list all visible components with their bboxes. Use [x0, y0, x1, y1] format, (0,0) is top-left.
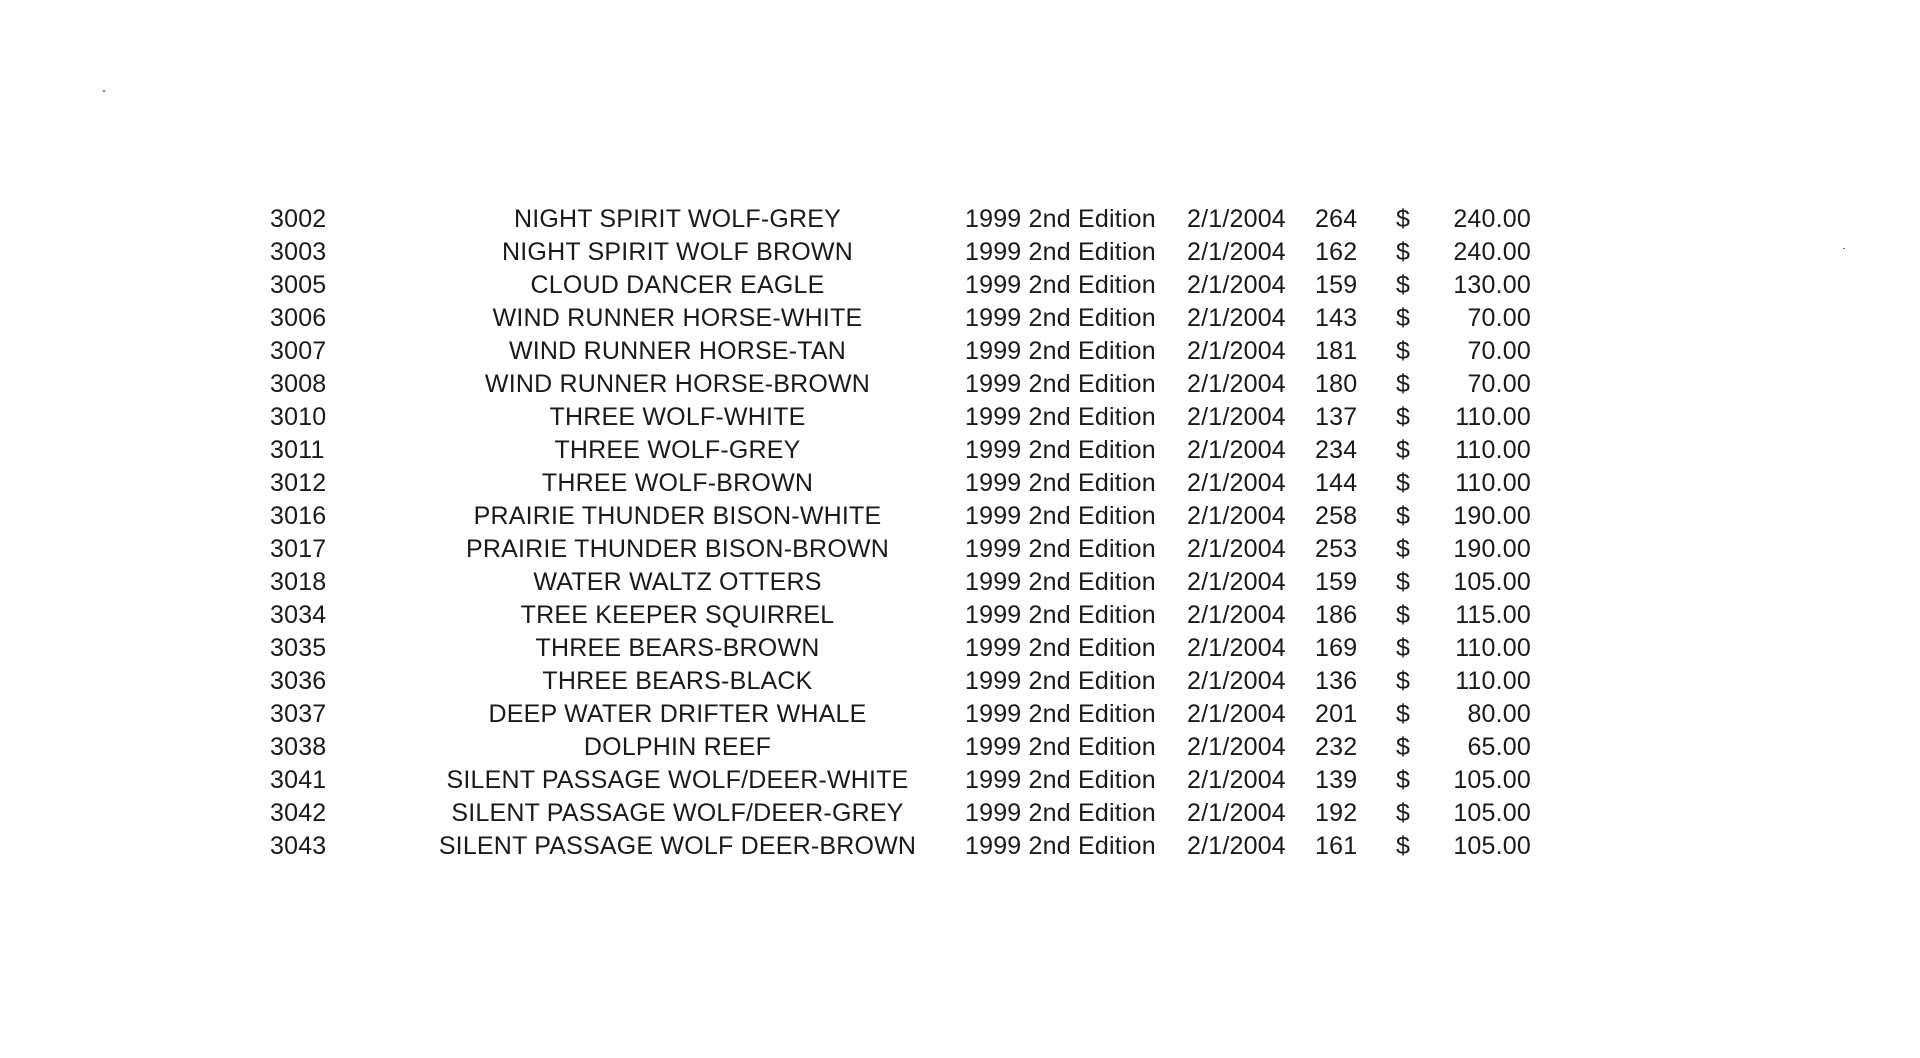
- currency-symbol-cell: $: [1395, 733, 1411, 761]
- quantity-cell: 136: [1315, 667, 1358, 695]
- edition-cell: 1999 2nd Edition: [965, 667, 1156, 695]
- table-row: [270, 830, 1531, 863]
- currency-symbol-cell: $: [1395, 502, 1411, 530]
- table-row: [270, 434, 1531, 467]
- edition-cell: 1999 2nd Edition: [965, 271, 1156, 299]
- quantity-cell: 137: [1315, 403, 1358, 431]
- table-row: [270, 632, 1531, 665]
- price-cell: 110.00: [1455, 667, 1531, 695]
- edition-cell: 1999 2nd Edition: [965, 535, 1156, 563]
- quantity-cell: 139: [1315, 766, 1358, 794]
- edition-cell: 1999 2nd Edition: [965, 634, 1156, 662]
- edition-cell: 1999 2nd Edition: [965, 700, 1156, 728]
- table-row: [270, 731, 1531, 764]
- table-row: [270, 797, 1531, 830]
- currency-symbol-cell: $: [1395, 766, 1411, 794]
- currency-symbol-cell: $: [1395, 205, 1411, 233]
- table-row: [270, 566, 1531, 599]
- table-row: [270, 764, 1531, 797]
- item-number-cell: 3041: [270, 766, 327, 794]
- item-number-cell: 3043: [270, 832, 327, 860]
- scan-speck: [1843, 248, 1845, 249]
- quantity-cell: 143: [1315, 304, 1358, 332]
- price-cell: 70.00: [1467, 370, 1531, 398]
- table-row: [270, 467, 1531, 500]
- edition-cell: 1999 2nd Edition: [965, 766, 1156, 794]
- table-row: [270, 335, 1531, 368]
- price-cell: 105.00: [1453, 832, 1531, 860]
- item-name-cell: NIGHT SPIRIT WOLF-GREY: [513, 205, 842, 233]
- date-cell: 2/1/2004: [1187, 271, 1286, 299]
- table-row: [270, 368, 1531, 401]
- edition-cell: 1999 2nd Edition: [965, 370, 1156, 398]
- date-cell: 2/1/2004: [1187, 403, 1286, 431]
- item-name-cell: WIND RUNNER HORSE-TAN: [508, 337, 847, 365]
- price-cell: 240.00: [1453, 238, 1531, 266]
- table-row: [270, 401, 1531, 434]
- item-number-cell: 3042: [270, 799, 327, 827]
- edition-cell: 1999 2nd Edition: [965, 436, 1156, 464]
- currency-symbol-cell: $: [1395, 271, 1411, 299]
- quantity-cell: 234: [1315, 436, 1358, 464]
- currency-symbol-cell: $: [1395, 304, 1411, 332]
- table-row: [270, 302, 1531, 335]
- date-cell: 2/1/2004: [1187, 205, 1286, 233]
- item-number-cell: 3008: [270, 370, 327, 398]
- price-cell: 70.00: [1467, 337, 1531, 365]
- item-number-cell: 3010: [270, 403, 327, 431]
- item-name-cell: THREE BEARS-BROWN: [535, 634, 820, 662]
- quantity-cell: 180: [1315, 370, 1358, 398]
- price-cell: 130.00: [1453, 271, 1531, 299]
- quantity-cell: 181: [1315, 337, 1358, 365]
- table-row: [270, 665, 1531, 698]
- item-name-cell: DEEP WATER DRIFTER WHALE: [488, 700, 867, 728]
- item-name-cell: CLOUD DANCER EAGLE: [530, 271, 825, 299]
- price-cell: 65.00: [1467, 733, 1531, 761]
- currency-symbol-cell: $: [1395, 568, 1411, 596]
- date-cell: 2/1/2004: [1187, 370, 1286, 398]
- currency-symbol-cell: $: [1395, 469, 1411, 497]
- price-cell: 110.00: [1455, 469, 1531, 497]
- item-number-cell: 3038: [270, 733, 327, 761]
- item-name-cell: SILENT PASSAGE WOLF DEER-BROWN: [438, 832, 917, 860]
- item-name-cell: THREE WOLF-WHITE: [549, 403, 806, 431]
- quantity-cell: 144: [1315, 469, 1358, 497]
- edition-cell: 1999 2nd Edition: [965, 799, 1156, 827]
- price-cell: 240.00: [1453, 205, 1531, 233]
- table-row: [270, 533, 1531, 566]
- edition-cell: 1999 2nd Edition: [965, 304, 1156, 332]
- date-cell: 2/1/2004: [1187, 766, 1286, 794]
- item-number-cell: 3037: [270, 700, 327, 728]
- price-cell: 110.00: [1455, 634, 1531, 662]
- price-cell: 190.00: [1453, 502, 1531, 530]
- table-row: [270, 500, 1531, 533]
- item-name-cell: WIND RUNNER HORSE-WHITE: [492, 304, 863, 332]
- edition-cell: 1999 2nd Edition: [965, 601, 1156, 629]
- price-cell: 190.00: [1453, 535, 1531, 563]
- price-cell: 110.00: [1455, 403, 1531, 431]
- item-name-cell: PRAIRIE THUNDER BISON-BROWN: [465, 535, 890, 563]
- date-cell: 2/1/2004: [1187, 436, 1286, 464]
- edition-cell: 1999 2nd Edition: [965, 238, 1156, 266]
- price-cell: 80.00: [1467, 700, 1531, 728]
- quantity-cell: 186: [1315, 601, 1358, 629]
- date-cell: 2/1/2004: [1187, 469, 1286, 497]
- currency-symbol-cell: $: [1395, 370, 1411, 398]
- edition-cell: 1999 2nd Edition: [965, 502, 1156, 530]
- item-number-cell: 3007: [270, 337, 327, 365]
- currency-symbol-cell: $: [1395, 535, 1411, 563]
- item-name-cell: THREE BEARS-BLACK: [542, 667, 813, 695]
- currency-symbol-cell: $: [1395, 238, 1411, 266]
- date-cell: 2/1/2004: [1187, 502, 1286, 530]
- date-cell: 2/1/2004: [1187, 304, 1286, 332]
- quantity-cell: 253: [1315, 535, 1358, 563]
- date-cell: 2/1/2004: [1187, 535, 1286, 563]
- item-number-cell: 3011: [270, 436, 325, 464]
- item-name-cell: WATER WALTZ OTTERS: [533, 568, 822, 596]
- table-row: [270, 599, 1531, 632]
- date-cell: 2/1/2004: [1187, 568, 1286, 596]
- currency-symbol-cell: $: [1395, 799, 1411, 827]
- date-cell: 2/1/2004: [1187, 667, 1286, 695]
- currency-symbol-cell: $: [1395, 700, 1411, 728]
- quantity-cell: 159: [1315, 568, 1358, 596]
- item-name-cell: WIND RUNNER HORSE-BROWN: [484, 370, 871, 398]
- item-number-cell: 3003: [270, 238, 327, 266]
- quantity-cell: 201: [1315, 700, 1358, 728]
- quantity-cell: 264: [1315, 205, 1358, 233]
- price-cell: 70.00: [1467, 304, 1531, 332]
- item-number-cell: 3018: [270, 568, 327, 596]
- currency-symbol-cell: $: [1395, 337, 1411, 365]
- currency-symbol-cell: $: [1395, 634, 1411, 662]
- date-cell: 2/1/2004: [1187, 601, 1286, 629]
- currency-symbol-cell: $: [1395, 601, 1411, 629]
- item-name-cell: TREE KEEPER SQUIRREL: [520, 601, 835, 629]
- table-row: [270, 236, 1531, 269]
- table-row: [270, 203, 1531, 236]
- item-number-cell: 3016: [270, 502, 327, 530]
- item-name-cell: DOLPHIN REEF: [583, 733, 772, 761]
- edition-cell: 1999 2nd Edition: [965, 469, 1156, 497]
- date-cell: 2/1/2004: [1187, 832, 1286, 860]
- item-number-cell: 3002: [270, 205, 327, 233]
- quantity-cell: 232: [1315, 733, 1358, 761]
- item-name-cell: NIGHT SPIRIT WOLF BROWN: [502, 238, 853, 266]
- edition-cell: 1999 2nd Edition: [965, 568, 1156, 596]
- scan-speck: [103, 90, 105, 92]
- quantity-cell: 192: [1315, 799, 1358, 827]
- item-number-cell: 3035: [270, 634, 327, 662]
- item-name-cell: SILENT PASSAGE WOLF/DEER-WHITE: [446, 766, 909, 794]
- currency-symbol-cell: $: [1395, 832, 1411, 860]
- date-cell: 2/1/2004: [1187, 634, 1286, 662]
- currency-symbol-cell: $: [1395, 403, 1411, 431]
- quantity-cell: 258: [1315, 502, 1358, 530]
- price-cell: 110.00: [1455, 436, 1531, 464]
- item-number-cell: 3006: [270, 304, 327, 332]
- currency-symbol-cell: $: [1395, 667, 1411, 695]
- item-name-cell: PRAIRIE THUNDER BISON-WHITE: [473, 502, 882, 530]
- inventory-table-body: [270, 203, 1531, 863]
- quantity-cell: 159: [1315, 271, 1358, 299]
- item-name-cell: THREE WOLF-BROWN: [541, 469, 814, 497]
- quantity-cell: 169: [1315, 634, 1358, 662]
- table-row: [270, 698, 1531, 731]
- currency-symbol-cell: $: [1395, 436, 1411, 464]
- price-cell: 115.00: [1455, 601, 1531, 629]
- quantity-cell: 162: [1315, 238, 1358, 266]
- item-number-cell: 3012: [270, 469, 327, 497]
- date-cell: 2/1/2004: [1187, 799, 1286, 827]
- edition-cell: 1999 2nd Edition: [965, 832, 1156, 860]
- edition-cell: 1999 2nd Edition: [965, 205, 1156, 233]
- quantity-cell: 161: [1315, 832, 1358, 860]
- date-cell: 2/1/2004: [1187, 238, 1286, 266]
- date-cell: 2/1/2004: [1187, 700, 1286, 728]
- price-cell: 105.00: [1453, 568, 1531, 596]
- date-cell: 2/1/2004: [1187, 337, 1286, 365]
- item-number-cell: 3036: [270, 667, 327, 695]
- item-number-cell: 3005: [270, 271, 327, 299]
- table-row: [270, 269, 1531, 302]
- inventory-table: [270, 203, 1531, 863]
- date-cell: 2/1/2004: [1187, 733, 1286, 761]
- edition-cell: 1999 2nd Edition: [965, 337, 1156, 365]
- edition-cell: 1999 2nd Edition: [965, 733, 1156, 761]
- edition-cell: 1999 2nd Edition: [965, 403, 1156, 431]
- price-cell: 105.00: [1453, 766, 1531, 794]
- item-number-cell: 3034: [270, 601, 327, 629]
- item-name-cell: THREE WOLF-GREY: [554, 436, 801, 464]
- price-cell: 105.00: [1453, 799, 1531, 827]
- item-number-cell: 3017: [270, 535, 327, 563]
- item-name-cell: SILENT PASSAGE WOLF/DEER-GREY: [451, 799, 904, 827]
